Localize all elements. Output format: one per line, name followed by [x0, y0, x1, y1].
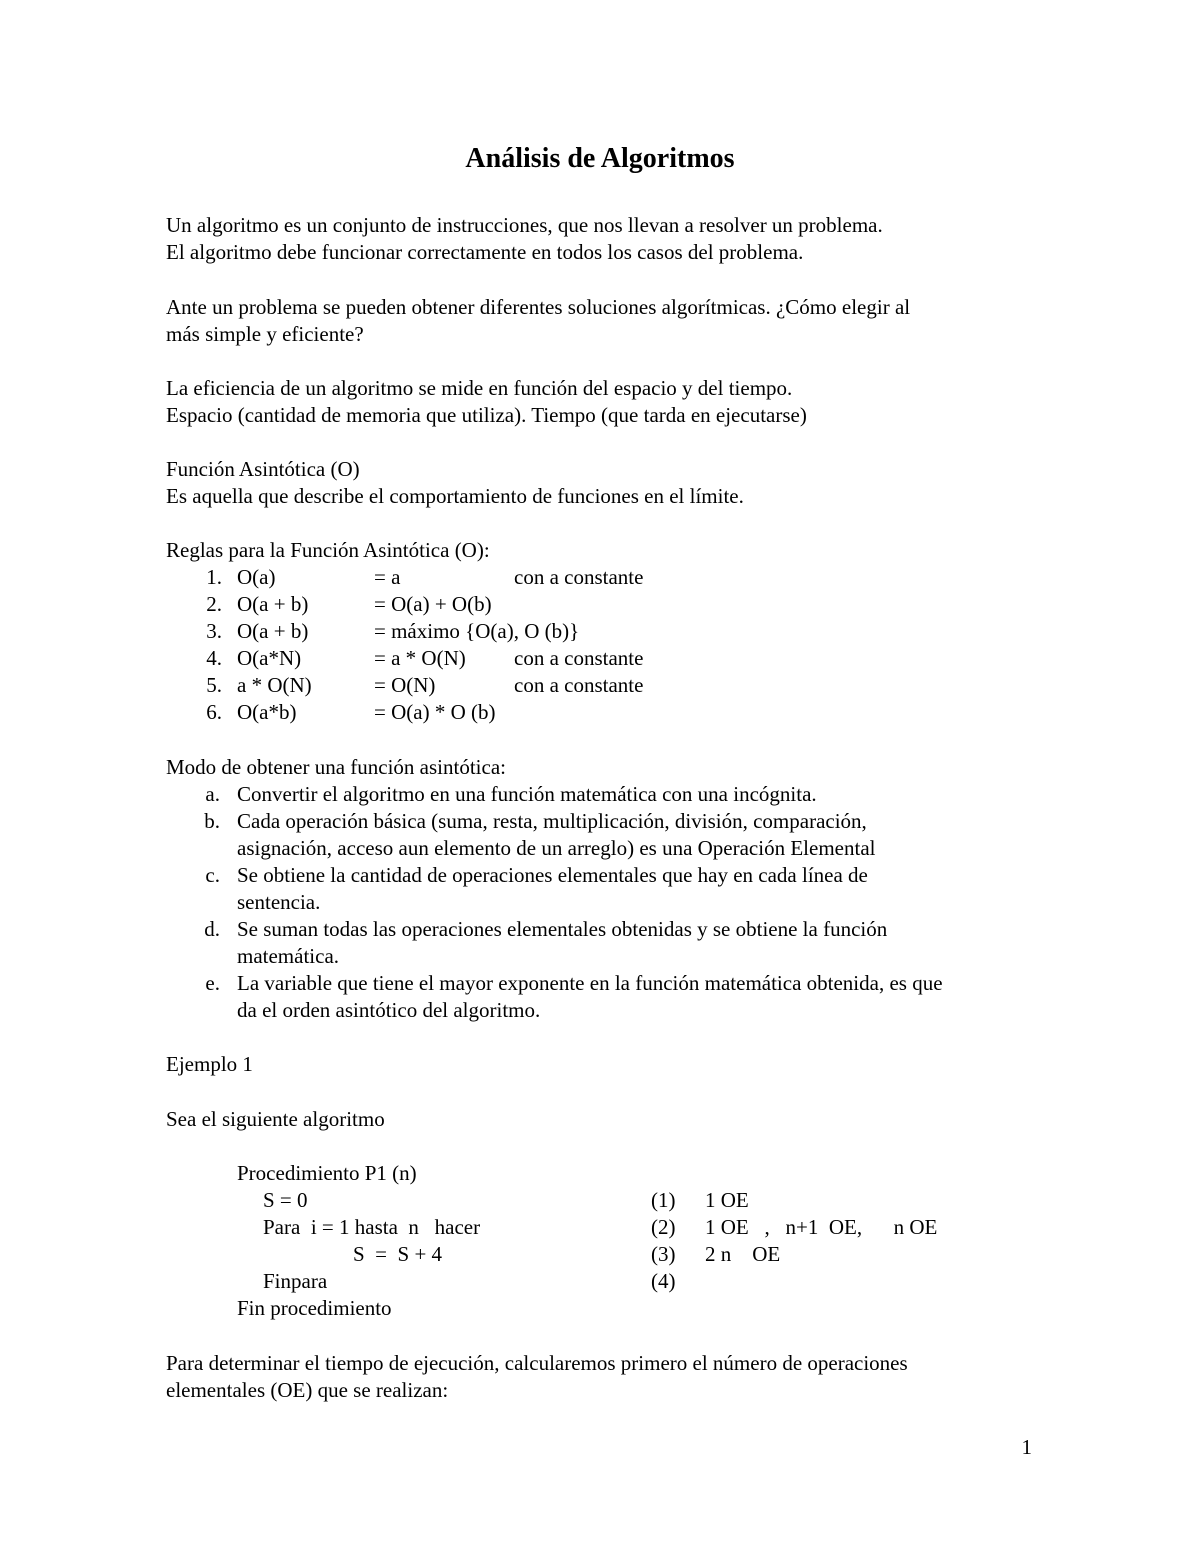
- step-text: asignación, acceso aun elemento de un arreglo) es una Operación Elemental: [237, 836, 876, 860]
- intro-line-2: El algoritmo debe funcionar correctamente en todos los casos del problema.: [166, 240, 804, 264]
- conclusion-line-2: elementales (OE) que se realizan:: [166, 1378, 449, 1402]
- rule-expression: O(a + b): [237, 592, 309, 616]
- asymptotic-definition: Es aquella que describe el comportamiento de funciones en el límite.: [166, 484, 744, 508]
- step-text: da el orden asintótico del algoritmo.: [237, 998, 541, 1022]
- step-letter: e.: [205, 971, 220, 995]
- step-text: sentencia.: [237, 890, 321, 914]
- rule-note: con a constante: [514, 646, 644, 670]
- step-letter: b.: [204, 809, 220, 833]
- rule-result: = O(a) + O(b): [374, 592, 492, 616]
- example-heading: Ejemplo 1: [166, 1052, 253, 1076]
- step-text: Se obtiene la cantidad de operaciones elementales que hay en cada línea de: [237, 863, 868, 887]
- efficiency-line-2: Espacio (cantidad de memoria que utiliza). Tiempo (que tarda en ejecutarse): [166, 403, 807, 427]
- code-line-number: (2): [651, 1215, 676, 1239]
- step-letter: a.: [205, 782, 220, 806]
- step-letter: d.: [204, 917, 220, 941]
- example-intro: Sea el siguiente algoritmo: [166, 1107, 385, 1131]
- code-line: S = 0: [263, 1188, 308, 1212]
- asymptotic-heading: Función Asintótica (O): [166, 457, 360, 481]
- conclusion-line-1: Para determinar el tiempo de ejecución, calcularemos primero el número de operaciones: [166, 1351, 908, 1375]
- rule-expression: O(a): [237, 565, 276, 589]
- rule-note: con a constante: [514, 565, 644, 589]
- step-text: La variable que tiene el mayor exponente en la función matemática obtenida, es que: [237, 971, 943, 995]
- question-line-2: más simple y eficiente?: [166, 322, 364, 346]
- code-annotation: 1 OE: [705, 1188, 749, 1212]
- rule-number: 1.: [206, 565, 222, 589]
- rules-heading: Reglas para la Función Asintótica (O):: [166, 538, 490, 562]
- method-heading: Modo de obtener una función asintótica:: [166, 755, 506, 779]
- intro-line-1: Un algoritmo es un conjunto de instrucciones, que nos llevan a resolver un problema.: [166, 213, 883, 237]
- step-text: Se suman todas las operaciones elementales obtenidas y se obtiene la función: [237, 917, 888, 941]
- rule-number: 5.: [206, 673, 222, 697]
- rule-result: = O(a) * O (b): [374, 700, 496, 724]
- rule-number: 4.: [206, 646, 222, 670]
- rule-expression: O(a*b): [237, 700, 297, 724]
- rule-note: con a constante: [514, 673, 644, 697]
- step-letter: c.: [205, 863, 220, 887]
- step-text: Cada operación básica (suma, resta, multiplicación, división, comparación,: [237, 809, 867, 833]
- question-line-1: Ante un problema se pueden obtener diferentes soluciones algorítmicas. ¿Cómo elegir al: [166, 295, 911, 319]
- code-line: Procedimiento P1 (n): [237, 1161, 417, 1185]
- step-text: Convertir el algoritmo en una función matemática con una incógnita.: [237, 782, 817, 806]
- step-text: matemática.: [237, 944, 340, 968]
- code-line-number: (1): [651, 1188, 676, 1212]
- code-line-number: (3): [651, 1242, 676, 1266]
- rule-result: = a * O(N): [374, 646, 466, 670]
- code-line: Fin procedimiento: [237, 1296, 392, 1320]
- rule-expression: a * O(N): [237, 673, 312, 697]
- efficiency-line-1: La eficiencia de un algoritmo se mide en función del espacio y del tiempo.: [166, 376, 793, 400]
- rule-result: = máximo {O(a), O (b)}: [374, 619, 580, 643]
- code-line: S = S + 4: [353, 1242, 443, 1266]
- code-annotation: 2 n OE: [705, 1242, 781, 1266]
- rule-number: 2.: [206, 592, 222, 616]
- rule-result: = a: [374, 565, 401, 589]
- code-line: Para i = 1 hasta n hacer: [263, 1215, 481, 1239]
- page-number: 1: [1021, 1435, 1032, 1459]
- rule-number: 6.: [206, 700, 222, 724]
- rule-result: = O(N): [374, 673, 436, 697]
- rule-expression: O(a + b): [237, 619, 309, 643]
- page-title: Análisis de Algoritmos: [465, 143, 735, 174]
- rule-number: 3.: [206, 619, 222, 643]
- code-line-number: (4): [651, 1269, 676, 1293]
- code-annotation: 1 OE , n+1 OE, n OE: [705, 1215, 938, 1239]
- code-line: Finpara: [263, 1269, 328, 1293]
- rule-expression: O(a*N): [237, 646, 302, 670]
